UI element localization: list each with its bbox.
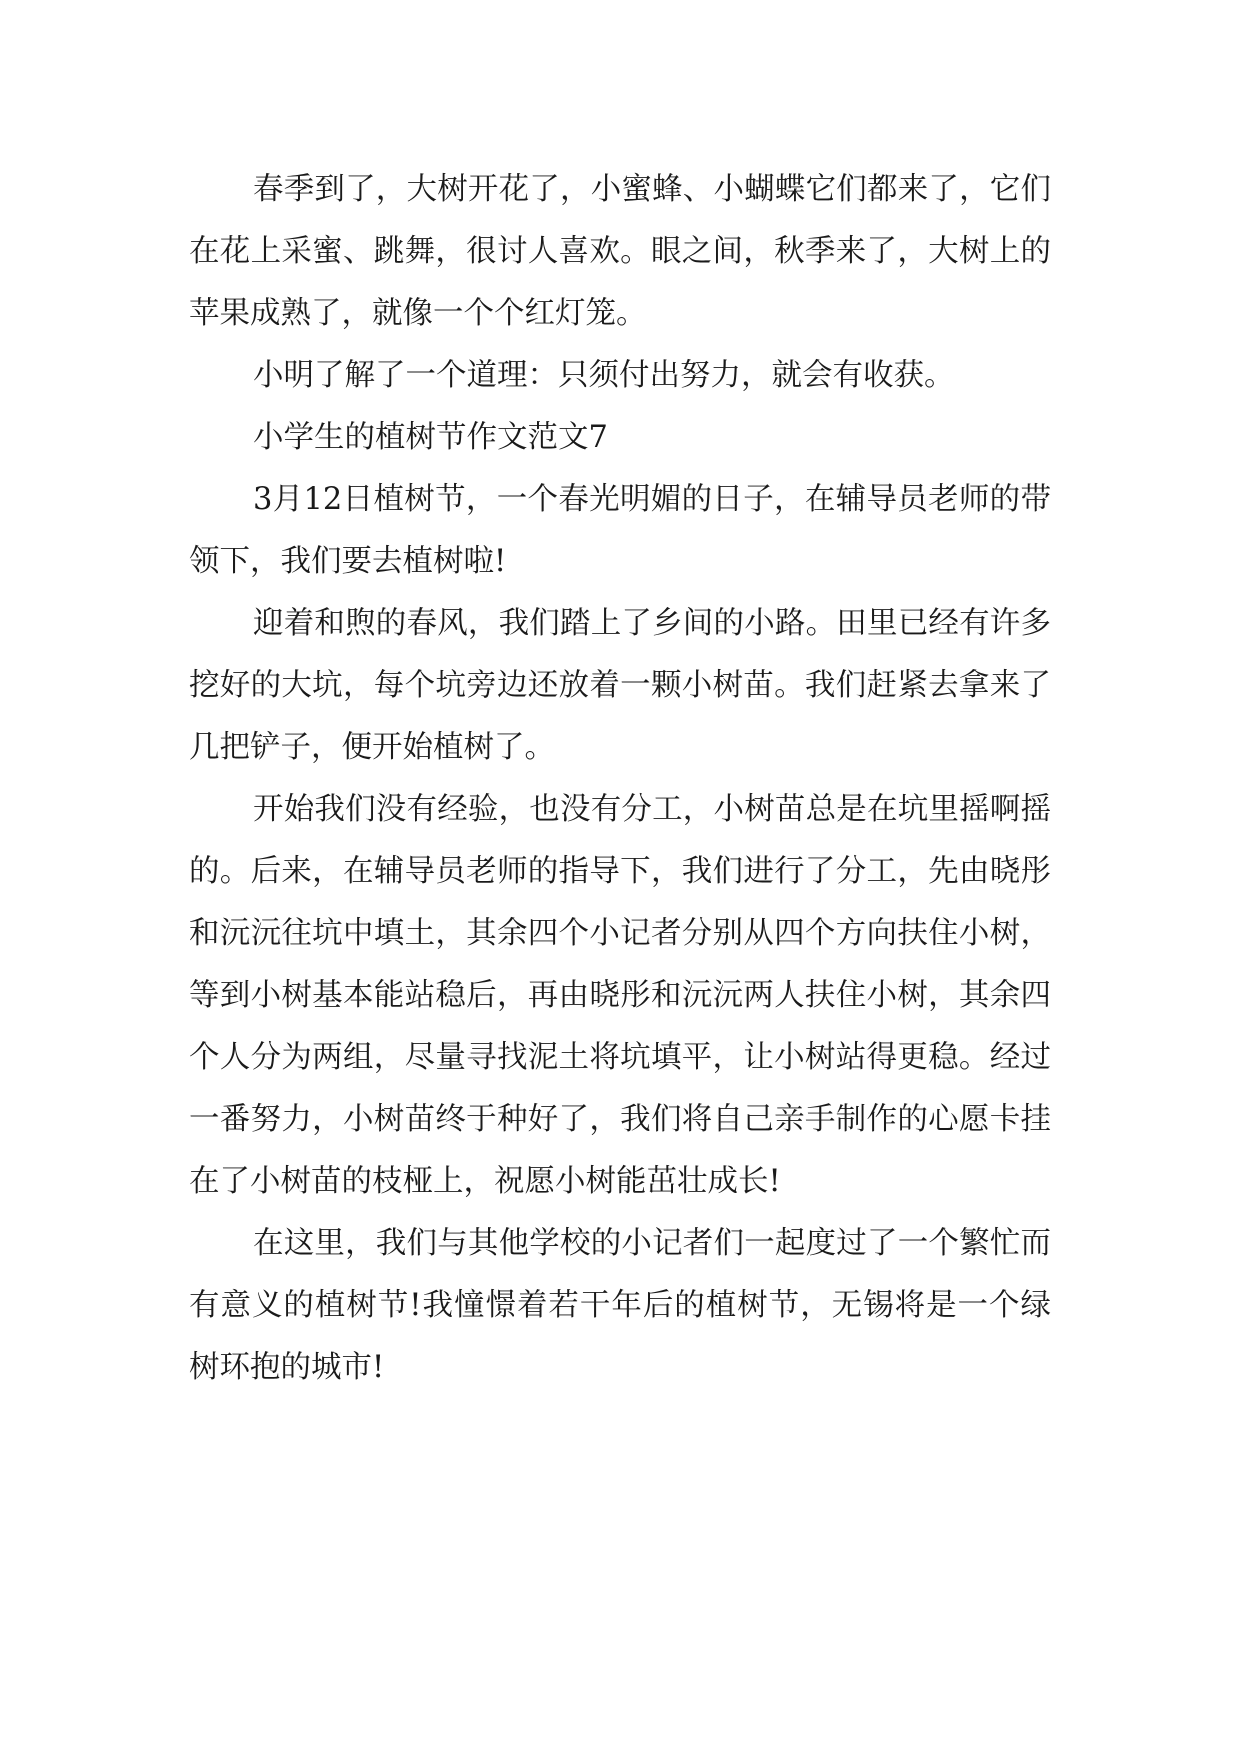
paragraph-spring: 春季到了，大树开花了，小蜜蜂、小蝴蝶它们都来了，它们在花上采蜜、跳舞，很讨人喜欢。眼之间，秋季来了，大树上的苹果成熟了，就像一个个红灯笼。	[189, 172, 1051, 331]
document-body	[189, 159, 1051, 1399]
paragraph-planting: 开始我们没有经验，也没有分工，小树苗总是在坑里摇啊摇的。后来，在辅导员老师的指导下，我们进行了分工，先由晓彤和沅沅往坑中填土，其余四个小记者分别从四个方向扶住小树，等到小树基本能站稳后，再由晓彤和沅沅两人扶住小树，其余四个人分为两组，尽量寻找泥土将坑填平，让小树站得更稳。经过一番努力，小树苗终于种好了，我们将自己亲手制作的心愿卡挂在了小树苗的枝桠上，祝愿小树能茁壮成长!	[189, 792, 1051, 1199]
essay-heading: 小学生的植树节作文范文7	[253, 420, 608, 455]
paragraph-country-road: 迎着和煦的春风，我们踏上了乡间的小路。田里已经有许多挖好的大坑，每个坑旁边还放着一颗小树苗。我们赶紧去拿来了几把铲子，便开始植树了。	[189, 606, 1051, 765]
paragraph-lesson: 小明了解了一个道理：只须付出努力，就会有收获。	[253, 358, 955, 393]
paragraph-arbor-day: 3月12日植树节，一个春光明媚的日子，在辅导员老师的带领下，我们要去植树啦!	[189, 482, 1051, 579]
paragraph-conclusion: 在这里，我们与其他学校的小记者们一起度过了一个繁忙而有意义的植树节!我憧憬着若干年后的植树节，无锡将是一个绿树环抱的城市!	[189, 1226, 1051, 1385]
